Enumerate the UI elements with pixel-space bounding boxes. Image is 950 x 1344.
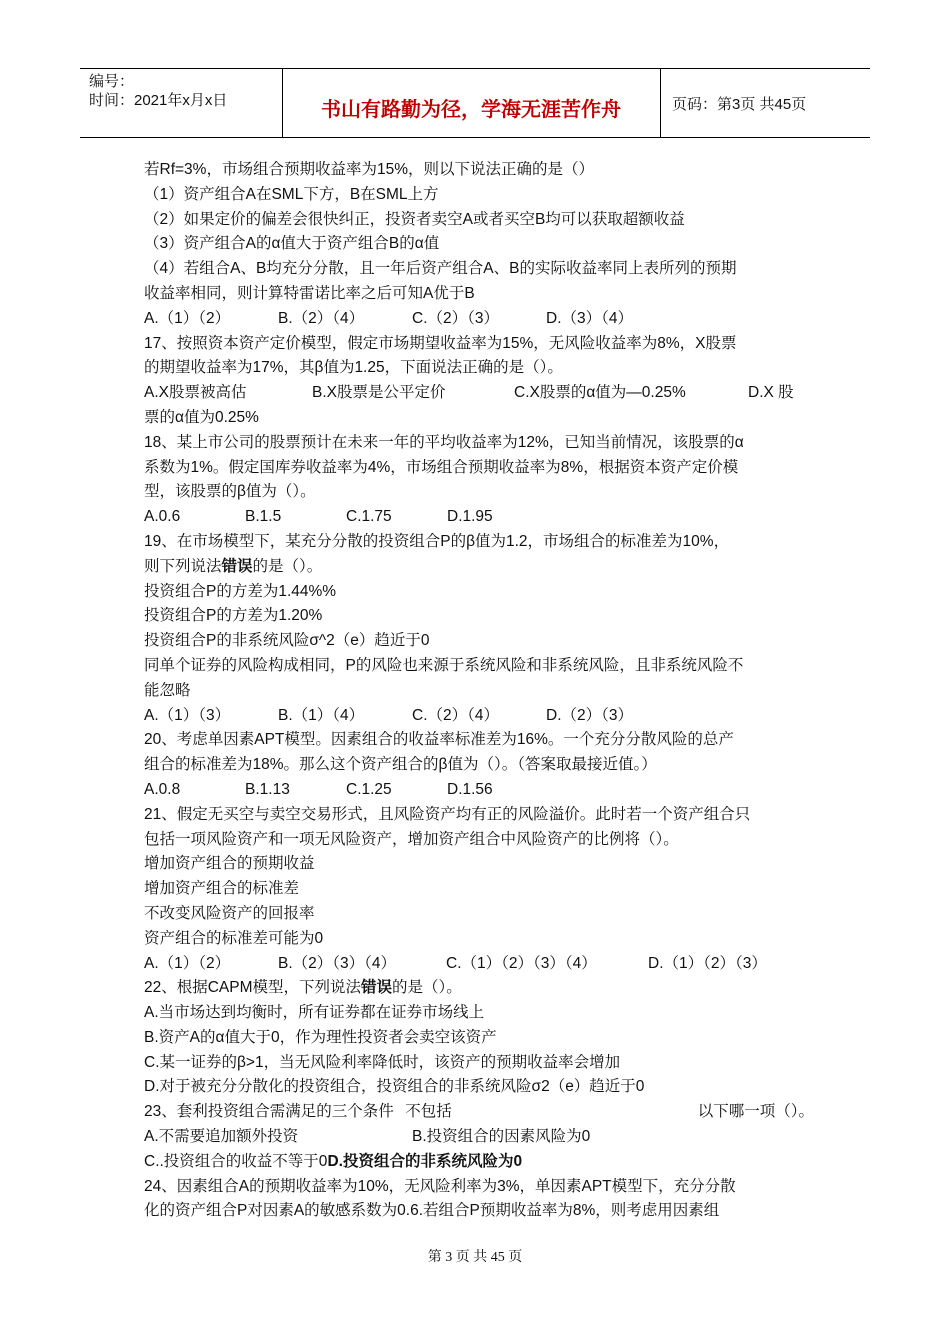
document-body [144, 158, 814, 1224]
page-header [80, 68, 870, 138]
answer-option: C.1.75 [346, 508, 392, 526]
text-line: 19、在市场模型下，某充分分散的投资组合P的β值为1.2，市场组合的标准差为10%， [144, 532, 730, 550]
answer-option: B.1.13 [245, 780, 290, 798]
answer-option: 不包括 [405, 1103, 452, 1121]
answer-option: D.1.95 [447, 508, 493, 526]
answer-option: A.（1）（3） [144, 706, 231, 724]
text-segment: 的是（）。 [252, 557, 323, 575]
header-page-cell [660, 69, 870, 137]
motto-text: 书山有路勤为径，学海无涯苦作舟 [321, 99, 621, 121]
text-line: D.对于被充分分散化的投资组合，投资组合的非系统风险σ2（e）趋近于0 [144, 1078, 645, 1096]
text-line: 收益率相同，则计算特雷诺比率之后可知A优于B [144, 284, 475, 302]
text-line: 增加资产组合的标准差 [144, 880, 300, 898]
answer-option: D.（1）（2）（3） [648, 954, 767, 972]
answer-option: B.1.5 [245, 508, 282, 526]
text-line: 不改变风险资产的回报率 [144, 904, 315, 922]
answer-option: 以下哪一项（）。 [697, 1103, 814, 1121]
text-line: 票的α值为0.25% [144, 408, 259, 426]
text-line: 20、考虑单因素APT模型。因素组合的收益率标准差为16%。一个充分分散风险的总产 [144, 731, 734, 749]
answer-options-line [144, 1125, 814, 1150]
answer-option: B.X股票是公平定价 [312, 384, 446, 402]
text-line: C.某一证券的β>1，当无风险利率降低时，该资产的预期收益率会增加 [144, 1053, 621, 1071]
answer-option: C.（1）（2）（3）（4） [446, 954, 597, 972]
page-indicator: 页码：第3页 共45页 [672, 96, 807, 113]
text-line: 17、按照资本资产定价模型，假定市场期望收益率为15%，无风险收益率为8%，X股票 [144, 334, 737, 352]
document-date-label: 时间：2021年x月x日 [89, 92, 228, 109]
document-number-label: 编号： [89, 73, 135, 90]
text-line: 型，该股票的β值为（）。 [144, 483, 316, 501]
text-line-with-emphasis [144, 976, 814, 1001]
text-line: 同单个证券的风险构成相同，P的风险也来源于系统风险和非系统风险，且非系统风险不 [144, 656, 744, 674]
text-line: 系数为1%。假定国库券收益率为4%，市场组合预期收益率为8%，根据资本资产定价模 [144, 458, 739, 476]
text-line: 18、某上市公司的股票预计在未来一年的平均收益率为12%，已知当前情况，该股票的α [144, 433, 744, 451]
answer-option: A.（1）（2） [144, 309, 231, 327]
text-line: A.当市场达到均衡时，所有证券都在证券市场线上 [144, 1004, 485, 1022]
text-line: （1）资产组合A在SML下方，B在SML上方 [144, 185, 439, 203]
answer-option: A.0.6 [144, 508, 181, 526]
text-line: （3）资产组合A的α值大于资产组合B的α值 [144, 235, 440, 253]
answer-option: B.投资组合的因素风险为0 [412, 1128, 591, 1146]
answer-options-line [144, 704, 814, 729]
answer-options-line [144, 1100, 814, 1125]
header-motto-cell [282, 69, 661, 137]
answer-option: D.1.56 [447, 780, 493, 798]
answer-option: B.（2）（4） [278, 309, 365, 327]
text-line: （4）若组合A、B均充分分散，且一年后资产组合A、B的实际收益率同上表所列的预期 [144, 260, 737, 278]
page-footer: 第 3 页 共 45 页 [427, 1250, 523, 1265]
text-segment: 22、根据CAPM模型，下列说法 [144, 979, 362, 997]
answer-options-line [144, 778, 814, 803]
text-line: 21、假定无买空与卖空交易形式，且风险资产均有正的风险溢价。此时若一个资产组合只 [144, 805, 751, 823]
text-line: 的期望收益率为17%，其β值为1.25，下面说法正确的是（）。 [144, 359, 563, 377]
text-line: 投资组合P的方差为1.44%% [144, 582, 337, 600]
text-line: 增加资产组合的预期收益 [144, 855, 315, 873]
answer-option: A.不需要追加额外投资 [144, 1128, 299, 1146]
text-segment: 则下列说法 [144, 557, 222, 575]
text-line: B.资产A的α值大于0，作为理性投资者会卖空该资产 [144, 1028, 497, 1046]
answer-option: D.X 股 [748, 384, 794, 402]
answer-option: C.1.25 [346, 780, 392, 798]
answer-option: D.（3）（4） [546, 309, 633, 327]
answer-option: B.（1）（4） [278, 706, 365, 724]
text-line: 投资组合P的非系统风险σ^2（e）趋近于0 [144, 632, 430, 650]
answer-option: A.（1）（2） [144, 954, 231, 972]
text-line: 资产组合的标准差可能为0 [144, 929, 324, 947]
emphasis-text: D.投资组合的非系统风险为0 [327, 1152, 523, 1170]
text-line: 若Rf=3%，市场组合预期收益率为15%，则以下说法正确的是（） [144, 161, 594, 178]
emphasis-text: 错误 [221, 557, 253, 575]
text-line: 组合的标准差为18%。那么这个资产组合的β值为（）。（答案取最接近值。） [144, 756, 657, 774]
answer-options-line [144, 381, 814, 406]
answer-option: A.X股票被高估 [144, 384, 247, 402]
text-segment: C..投资组合的收益不等于0 [144, 1152, 328, 1170]
answer-option: C.（2）（4） [412, 706, 499, 724]
answer-options-line [144, 505, 814, 530]
answer-option: B.（2）（3）（4） [278, 954, 397, 972]
text-segment: 的是（）。 [392, 979, 462, 997]
answer-option: C.X股票的α值为—0.25% [514, 384, 686, 402]
answer-option: A.0.8 [144, 780, 181, 798]
text-line: 化的资产组合P对因素A的敏感系数为0.6.若组合P预期收益率为8%，则考虑用因素组 [144, 1202, 720, 1220]
text-line: 包括一项风险资产和一项无风险资产，增加资产组合中风险资产的比例将（）。 [144, 830, 679, 848]
answer-option: C.（2）（3） [412, 309, 499, 327]
answer-options-line [144, 307, 814, 332]
text-line: 24、因素组合A的预期收益率为10%，无风险利率为3%，单因素APT模型下，充分分散 [144, 1177, 736, 1195]
answer-option: 23、套利投资组合需满足的三个条件 [144, 1103, 394, 1121]
text-line-with-emphasis [144, 1150, 814, 1175]
answer-options-line [144, 952, 814, 977]
header-meta-cell [80, 69, 283, 137]
emphasis-text: 错误 [361, 979, 393, 997]
answer-option: D.（2）（3） [546, 706, 633, 724]
text-line: （2）如果定价的偏差会很快纠正，投资者卖空A或者买空B均可以获取超额收益 [144, 210, 685, 228]
text-line: 投资组合P的方差为1.20% [144, 607, 323, 625]
text-line-with-emphasis [144, 555, 814, 580]
text-line: 能忽略 [144, 681, 191, 699]
